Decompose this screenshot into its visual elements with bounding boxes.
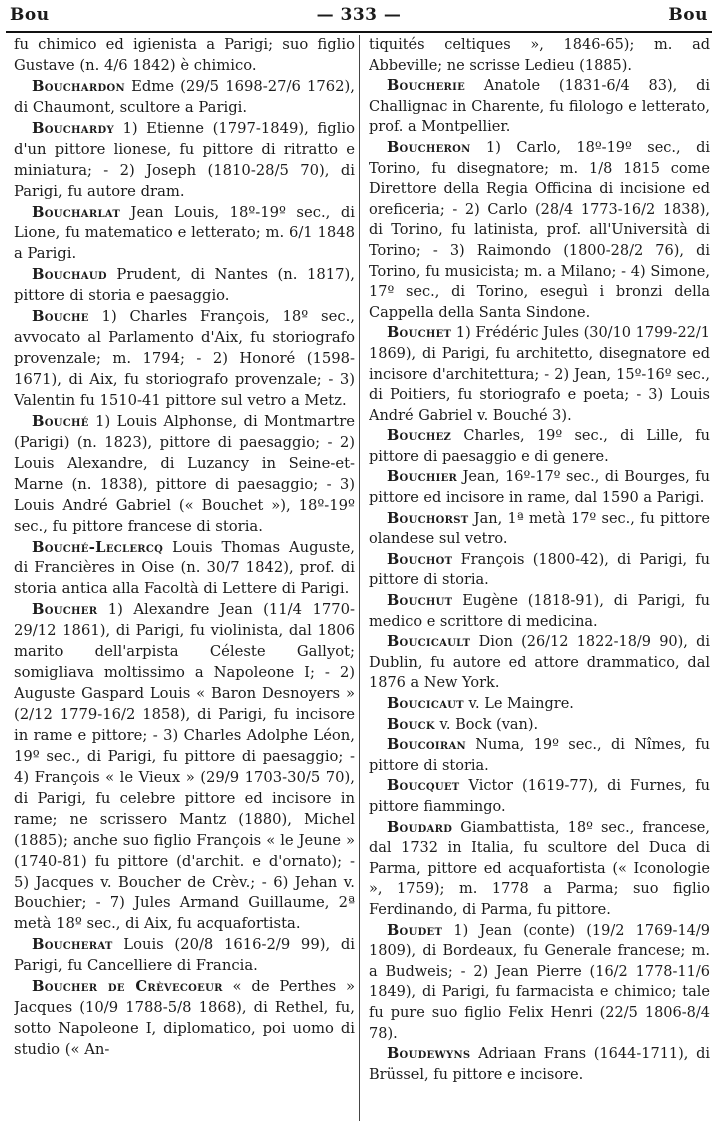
entry-headword: Boucher: [32, 601, 98, 619]
dictionary-entry: [369, 467, 710, 508]
entry-headword: Bouck: [387, 715, 435, 733]
dictionary-entry: [369, 550, 710, 591]
header-right-guideword: Bou: [668, 5, 708, 25]
entry-text: Charles, 19º sec., di Lille, fu pittore di paesaggio e di genere.: [369, 428, 710, 465]
entry-text: 1) Etienne (1797-1849), figlio d'un pittore lionese, fu pittore di ritratto e miniatura; - 2) Joseph (1810-28/5 70), di Parigi, fu autore dram.: [14, 119, 355, 200]
entry-headword: Boucher de Crèvecoeur: [32, 978, 223, 996]
entry-headword: Bouché-Leclercq: [32, 538, 164, 556]
header-left-guideword: Bou: [10, 5, 50, 25]
dictionary-entry: [14, 203, 355, 266]
entry-headword: Bouche: [32, 308, 89, 326]
entry-headword: Boucquet: [387, 777, 460, 795]
entry-text: 1) Carlo, 18º-19º sec., di Torino, fu disegnatore; m. 1/8 1815 come Direttore della Regia Officina di incisione ed oreficeria; - 2) Carlo (28/4 1773-16/2 1838), di Torino, fu latinista, prof. all'Università di Torino; - 3) Raimondo (1800-28/2 76), di Torino, fu musicista; m. a Milano; - 4) Simone, 17º sec., di Torino, eseguì i bronzi della Cappella della Santa Sindone.: [369, 139, 710, 321]
dictionary-entry: [14, 600, 355, 935]
entry-headword: Boudet: [387, 921, 443, 939]
entry-headword: Bouché: [32, 412, 89, 430]
dictionary-entry: [369, 509, 710, 550]
entry-text: 1) Charles François, 18º sec., avvocato al Parlamento d'Aix, fu storiografo provenzale; m. 1794; - 2) Honoré (1598-1671), di Aix, fu storiografo provenzale; - 3) Valentin fu 1510-41 pittore sul vetro a Metz.: [14, 308, 355, 409]
dictionary-entry: [369, 818, 710, 921]
dictionary-entry: [14, 977, 355, 1061]
entry-text: 1) Jean (conte) (19/2 1769-14/9 1809), di Bordeaux, fu Generale francese; m. a Budweis; - 2) Jean Pierre (16/2 1778-11/6 1849), di Parigi, fu farmacista e chimico; tale fu pure suo figlio Felix Henri (22/5 1806-8/4 78).: [369, 922, 710, 1042]
entry-text: Edme (29/5 1698-27/6 1762), di Chaumont, scultore a Parigi.: [14, 77, 355, 116]
entry-text: Numa, 19º sec., di Nîmes, fu pittore di storia.: [369, 737, 710, 774]
entry-headword: Bouchez: [387, 427, 452, 445]
dictionary-entry: [369, 76, 710, 138]
entry-text: Eugène (1818-91), di Parigi, fu medico e scrittore di medicina.: [369, 593, 710, 630]
column-divider: [359, 35, 360, 1121]
left-column: [14, 35, 355, 1127]
entry-headword: Boucicault: [387, 633, 471, 651]
entry-headword: Boudard: [387, 818, 453, 836]
entry-headword: Bouchardon: [32, 77, 125, 95]
entry-headword: Boucoiran: [387, 736, 466, 754]
entry-text: 1) Alexandre Jean (11/4 1770-29/12 1861), di Parigi, fu violinista, dal 1806 marito dell'arpista Céleste Gallyot; somigliava moltissimo a Napoleone I; - 2) Auguste Gaspard Louis « Baron Desnoyers » (2/12 1779-16/2 1858), di Parigi, fu incisore in rame e pittore; - 3) Charles Adolphe Léon, 19º sec., di Parigi, fu pittore di paesaggio; - 4) François « le Vieux » (29/9 1703-30/5 70), di Parigi, fu celebre pittore ed incisore in rame; ne scrissero Mantz (1880), Michel (1885); anche suo figlio François « le Jeune » (1740-81) fu pittore (d'archit. e d'ornato); - 5) Jacques v. Boucher de Crèv.; - 6) Jehan v. Bouchier; - 7) Jules Armand Guillaume, 2ª metà 18º sec., di Aix, fu acquafortista.: [14, 601, 355, 933]
entry-continuation: [14, 35, 355, 77]
dictionary-entry: [14, 265, 355, 307]
dictionary-entry: [369, 632, 710, 694]
entry-text: v. Bock (van).: [434, 716, 539, 733]
dictionary-entry: [369, 591, 710, 632]
entry-text: Jan, 1ª metà 17º sec., fu pittore olandese sul vetro.: [369, 510, 710, 548]
dictionary-entry: [14, 77, 355, 119]
entry-headword: Bouchorst: [387, 509, 469, 527]
entry-text: v. Le Maingre.: [463, 696, 574, 712]
entry-text: Adriaan Frans (1644-1711), di Brüssel, fu pittore e incisore.: [369, 1046, 710, 1083]
entry-text: Dion (26/12 1822-18/9 90), di Dublin, fu autore ed attore drammatico, dal 1876 a New York.: [369, 634, 710, 692]
header-rule: [6, 31, 712, 33]
dictionary-entry: [14, 307, 355, 412]
entry-headword: Boucicaut: [387, 695, 464, 712]
entry-headword: Bouchaud: [32, 266, 107, 284]
dictionary-entry: [369, 323, 710, 426]
entry-text: Louis Thomas Auguste, di Francières in Oise (n. 30/7 1842), prof. di storia antica alla Facoltà di Lettere di Parigi.: [14, 538, 355, 598]
dictionary-entry: [369, 776, 710, 817]
dictionary-entry: [14, 935, 355, 977]
dictionary-entry: [14, 119, 355, 203]
entry-text: Giambattista, 18º sec., francese, dal 1732 in Italia, fu scultore del Duca di Parma, pittore ed acquafortista (« Iconologie », 1759); m. 1778 a Parma; suo figlio Ferdinando, di Parma, fu pittore.: [369, 819, 710, 918]
entry-text: fu chimico ed igienista a Parigi; suo figlio Gustave (n. 4/6 1842) è chimico.: [14, 36, 355, 74]
dictionary-entry: [369, 921, 710, 1045]
entry-text: 1) Louis Alphonse, di Montmartre (Parigi) (n. 1823), pittore di paesaggio; - 2) Louis Alexandre, di Luzancy in Seine-et-Marne (n. 1838), pittore di paesaggio; - 3) Louis André Gabriel (« Bouchet »), 18º-19º sec., fu pittore francese di storia.: [14, 412, 355, 535]
entry-text: Anatole (1831-6/4 83), di Challignac in Charente, fu filologo e letterato, prof. a Montpellier.: [369, 78, 710, 136]
entry-headword: Bouchut: [387, 592, 453, 610]
entry-text: Prudent, di Nantes (n. 1817), pittore di storia e paesaggio.: [14, 266, 355, 305]
entry-headword: Bouchier: [387, 468, 458, 486]
entry-headword: Boucherat: [32, 936, 113, 954]
dictionary-entry: [369, 426, 710, 467]
running-head: [10, 2, 708, 28]
entry-headword: Boucharlat: [32, 203, 121, 221]
entry-headword: Boudewyns: [387, 1045, 471, 1063]
dictionary-entry: [369, 694, 710, 715]
page-number: — 333 —: [316, 5, 402, 25]
entry-headword: Boucherie: [387, 77, 466, 95]
entry-headword: Boucheron: [387, 138, 471, 156]
entry-text: Jean, 16º-17º sec., di Bourges, fu pittore ed incisore in rame, dal 1590 a Parigi.: [369, 469, 710, 507]
dictionary-entry: [369, 138, 710, 323]
entry-text: Louis (20/8 1616-2/9 99), di Parigi, fu Cancelliere di Francia.: [14, 936, 355, 975]
entry-headword: Bouchardy: [32, 119, 114, 137]
entry-text: tiquités celtiques », 1846-65); m. ad Abbeville; ne scrisse Ledieu (1885).: [369, 37, 710, 74]
entry-headword: Bouchot: [387, 550, 453, 568]
dictionary-entry: [14, 538, 355, 601]
right-column: [369, 35, 710, 1127]
entry-continuation: [369, 35, 710, 76]
entry-headword: Bouchet: [387, 324, 452, 342]
dictionary-entry: [369, 735, 710, 776]
entry-text: Jean Louis, 18º-19º sec., di Lione, fu matematico e letterato; m. 6/1 1848 a Parigi.: [14, 203, 355, 263]
dictionary-entry: [369, 715, 710, 736]
entry-text: Victor (1619-77), di Furnes, fu pittore fiammingo.: [369, 778, 710, 815]
entry-text: 1) Frédéric Jules (30/10 1799-22/1 1869), di Parigi, fu architetto, disegnatore ed incisore d'architettura; - 2) Jean, 15º-16º sec., di Poitiers, fu storiografo e poeta; - 3) Louis André Gabriel v. Bouché 3).: [369, 325, 710, 424]
dictionary-entry: [14, 412, 355, 538]
entry-text: François (1800-42), di Parigi, fu pittore di storia.: [369, 551, 710, 589]
entry-text: « de Perthes » Jacques (10/9 1788-5/8 1868), di Rethel, fu, sotto Napoleone I, diplomatico, poi uomo di studio (« An-: [14, 978, 355, 1058]
dictionary-entry: [369, 1044, 710, 1085]
